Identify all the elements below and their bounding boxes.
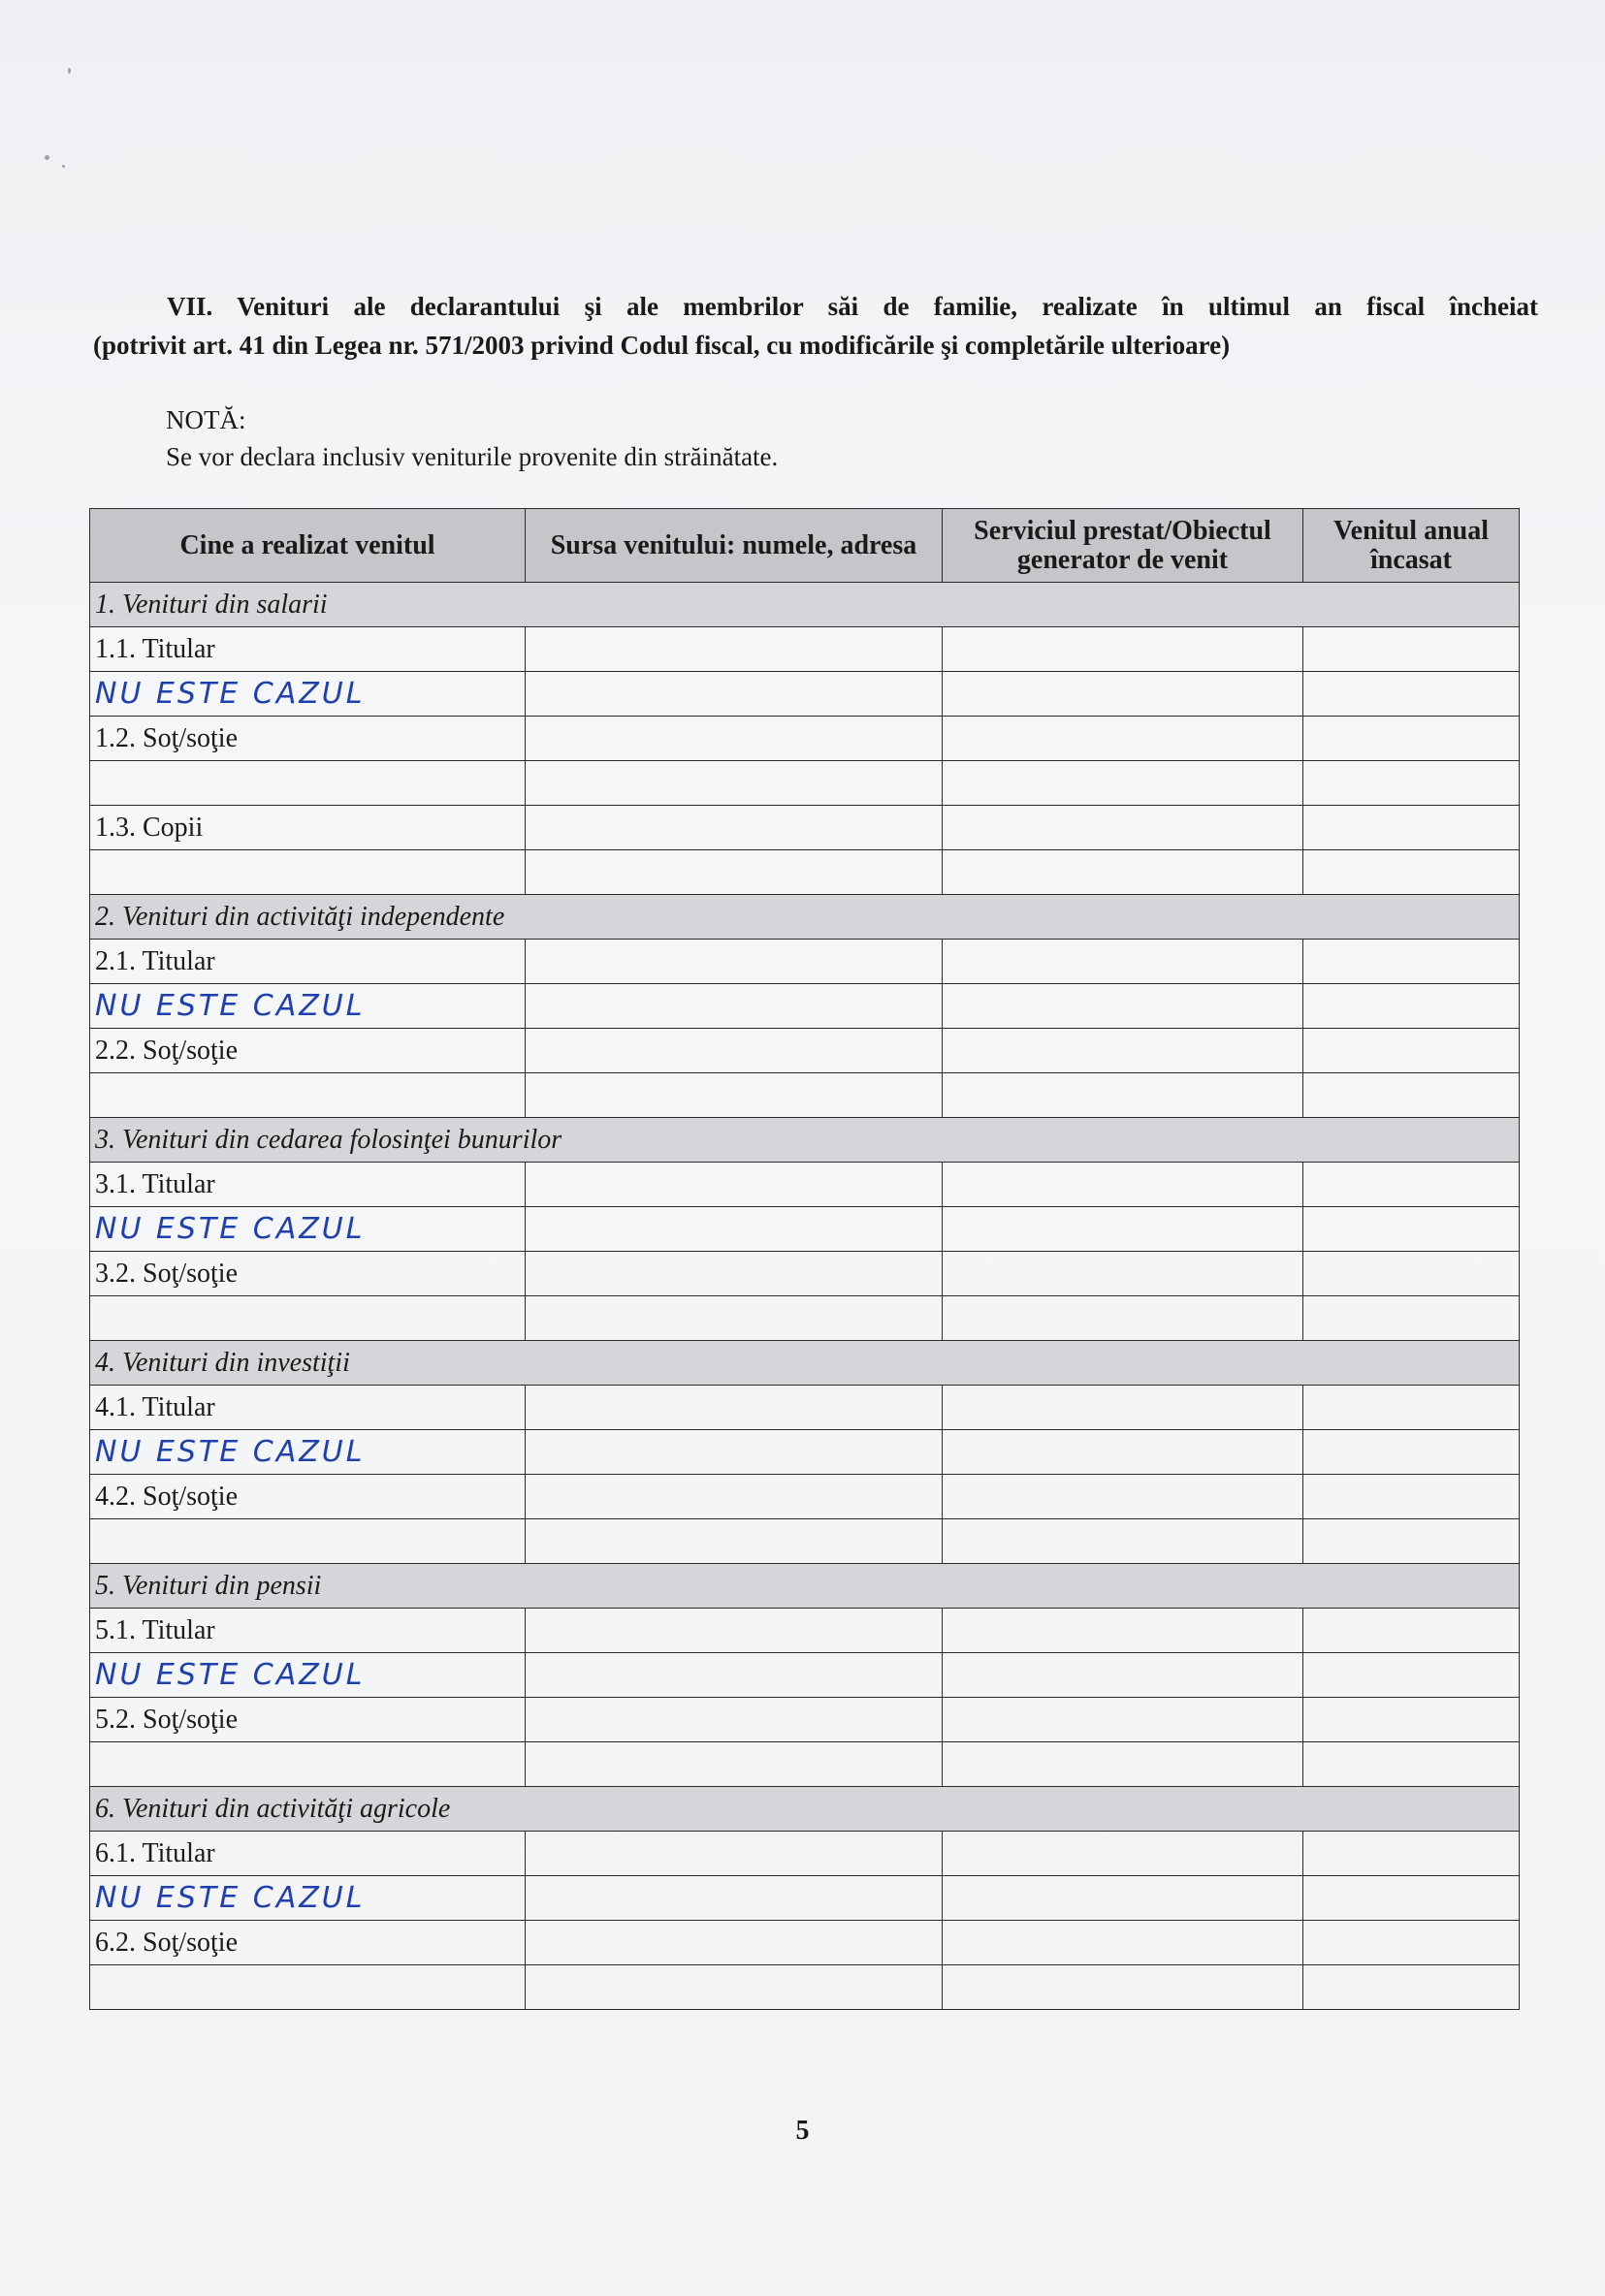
note-block bbox=[166, 401, 778, 475]
empty-cell bbox=[1303, 1519, 1520, 1564]
empty-cell bbox=[526, 1029, 943, 1073]
section-title: 5. Venituri din pensii bbox=[90, 1564, 1520, 1609]
row-label: 6.1. Titular bbox=[90, 1832, 526, 1876]
empty-cell bbox=[526, 1519, 943, 1564]
scan-speck bbox=[68, 68, 71, 74]
income-table bbox=[89, 508, 1520, 2010]
table-row bbox=[90, 1207, 1520, 1252]
scan-speck bbox=[62, 165, 65, 168]
empty-cell bbox=[1303, 761, 1520, 806]
row-label: 2.1. Titular bbox=[90, 940, 526, 984]
row-label: 5.1. Titular bbox=[90, 1609, 526, 1653]
empty-cell bbox=[1303, 627, 1520, 672]
empty-cell bbox=[526, 627, 943, 672]
table-row bbox=[90, 850, 1520, 895]
empty-cell bbox=[943, 1163, 1303, 1207]
empty-cell bbox=[943, 1386, 1303, 1430]
table-row bbox=[90, 1965, 1520, 2010]
empty-cell bbox=[526, 1163, 943, 1207]
empty-cell bbox=[1303, 1163, 1520, 1207]
empty-cell bbox=[943, 761, 1303, 806]
row-label: 6.2. Soţ/soţie bbox=[90, 1921, 526, 1965]
row-label bbox=[90, 761, 526, 806]
row-label bbox=[90, 1519, 526, 1564]
row-label bbox=[90, 1073, 526, 1118]
row-label bbox=[90, 1296, 526, 1341]
table-row bbox=[90, 1653, 1520, 1698]
empty-cell bbox=[943, 1519, 1303, 1564]
empty-cell bbox=[1303, 1430, 1520, 1475]
empty-cell bbox=[943, 1252, 1303, 1296]
empty-cell bbox=[526, 1475, 943, 1519]
handwritten-entry: NU ESTE CAZUL bbox=[90, 1876, 526, 1921]
empty-cell bbox=[526, 1832, 943, 1876]
section-row bbox=[90, 583, 1520, 627]
empty-cell bbox=[1303, 1386, 1520, 1430]
empty-cell bbox=[526, 1430, 943, 1475]
empty-cell bbox=[943, 1475, 1303, 1519]
empty-cell bbox=[943, 850, 1303, 895]
scan-speck bbox=[45, 155, 49, 160]
table-row bbox=[90, 1430, 1520, 1475]
table-row bbox=[90, 1876, 1520, 1921]
empty-cell bbox=[526, 1921, 943, 1965]
empty-cell bbox=[1303, 1073, 1520, 1118]
row-label: 3.1. Titular bbox=[90, 1163, 526, 1207]
empty-cell bbox=[1303, 1609, 1520, 1653]
empty-cell bbox=[526, 761, 943, 806]
empty-cell bbox=[943, 717, 1303, 761]
section-title: 2. Venituri din activităţi independente bbox=[90, 895, 1520, 940]
row-label: 4.1. Titular bbox=[90, 1386, 526, 1430]
table-row bbox=[90, 717, 1520, 761]
row-label: 2.2. Soţ/soţie bbox=[90, 1029, 526, 1073]
empty-cell bbox=[943, 940, 1303, 984]
section-row bbox=[90, 1787, 1520, 1832]
table-row bbox=[90, 1386, 1520, 1430]
empty-cell bbox=[1303, 1698, 1520, 1742]
empty-cell bbox=[943, 1653, 1303, 1698]
empty-cell bbox=[526, 984, 943, 1029]
table-row bbox=[90, 627, 1520, 672]
empty-cell bbox=[1303, 984, 1520, 1029]
empty-cell bbox=[526, 1252, 943, 1296]
empty-cell bbox=[943, 1921, 1303, 1965]
empty-cell bbox=[943, 1609, 1303, 1653]
empty-cell bbox=[526, 717, 943, 761]
empty-cell bbox=[1303, 1965, 1520, 2010]
empty-cell bbox=[1303, 1207, 1520, 1252]
empty-cell bbox=[943, 984, 1303, 1029]
heading-line-2: (potrivit art. 41 din Legea nr. 571/2003 privind Codul fiscal, cu modificările şi completările ulterioare) bbox=[93, 331, 1231, 360]
empty-cell bbox=[526, 806, 943, 850]
section-heading bbox=[93, 287, 1538, 365]
empty-cell bbox=[943, 1832, 1303, 1876]
header-annual-income: Venitul anual încasat bbox=[1303, 509, 1520, 583]
header-service: Serviciul prestat/Obiectul generator de venit bbox=[943, 509, 1303, 583]
empty-cell bbox=[943, 1965, 1303, 2010]
table-row bbox=[90, 1609, 1520, 1653]
empty-cell bbox=[1303, 850, 1520, 895]
empty-cell bbox=[1303, 940, 1520, 984]
section-title: 3. Venituri din cedarea folosinţei bunurilor bbox=[90, 1118, 1520, 1163]
handwritten-entry: NU ESTE CAZUL bbox=[90, 984, 526, 1029]
table-row bbox=[90, 984, 1520, 1029]
row-label: 3.2. Soţ/soţie bbox=[90, 1252, 526, 1296]
table-row bbox=[90, 761, 1520, 806]
empty-cell bbox=[943, 1742, 1303, 1787]
row-label bbox=[90, 850, 526, 895]
note-text: Se vor declara inclusiv veniturile provenite din străinătate. bbox=[166, 442, 779, 471]
empty-cell bbox=[526, 940, 943, 984]
empty-cell bbox=[943, 1430, 1303, 1475]
empty-cell bbox=[1303, 1029, 1520, 1073]
section-title: 1. Venituri din salarii bbox=[90, 583, 1520, 627]
empty-cell bbox=[526, 1965, 943, 2010]
empty-cell bbox=[1303, 1475, 1520, 1519]
section-row bbox=[90, 1564, 1520, 1609]
row-label: 1.2. Soţ/soţie bbox=[90, 717, 526, 761]
table-row bbox=[90, 1519, 1520, 1564]
table-row bbox=[90, 1742, 1520, 1787]
handwritten-entry: NU ESTE CAZUL bbox=[90, 1207, 526, 1252]
section-row bbox=[90, 895, 1520, 940]
handwritten-entry: NU ESTE CAZUL bbox=[90, 672, 526, 717]
empty-cell bbox=[943, 1296, 1303, 1341]
empty-cell bbox=[1303, 672, 1520, 717]
table-row bbox=[90, 1029, 1520, 1073]
empty-cell bbox=[943, 627, 1303, 672]
row-label bbox=[90, 1742, 526, 1787]
table-row bbox=[90, 1252, 1520, 1296]
empty-cell bbox=[943, 1698, 1303, 1742]
empty-cell bbox=[526, 1876, 943, 1921]
section-title: 4. Venituri din investiţii bbox=[90, 1341, 1520, 1386]
empty-cell bbox=[1303, 1742, 1520, 1787]
page-number: 5 bbox=[795, 2116, 810, 2146]
row-label: 5.2. Soţ/soţie bbox=[90, 1698, 526, 1742]
empty-cell bbox=[526, 1742, 943, 1787]
table-header-row bbox=[90, 509, 1520, 583]
row-label: 1.3. Copii bbox=[90, 806, 526, 850]
handwritten-entry: NU ESTE CAZUL bbox=[90, 1430, 526, 1475]
empty-cell bbox=[1303, 1876, 1520, 1921]
table-body bbox=[90, 583, 1520, 2010]
section-row bbox=[90, 1341, 1520, 1386]
handwritten-entry: NU ESTE CAZUL bbox=[90, 1653, 526, 1698]
empty-cell bbox=[526, 1698, 943, 1742]
row-label: 4.2. Soţ/soţie bbox=[90, 1475, 526, 1519]
empty-cell bbox=[943, 1876, 1303, 1921]
empty-cell bbox=[526, 1296, 943, 1341]
empty-cell bbox=[943, 672, 1303, 717]
table-row bbox=[90, 672, 1520, 717]
empty-cell bbox=[1303, 1832, 1520, 1876]
table-row bbox=[90, 1698, 1520, 1742]
empty-cell bbox=[526, 672, 943, 717]
empty-cell bbox=[1303, 806, 1520, 850]
row-label bbox=[90, 1965, 526, 2010]
empty-cell bbox=[1303, 1921, 1520, 1965]
table-row bbox=[90, 1921, 1520, 1965]
table-row bbox=[90, 1073, 1520, 1118]
table-row bbox=[90, 1475, 1520, 1519]
empty-cell bbox=[1303, 1252, 1520, 1296]
empty-cell bbox=[526, 1207, 943, 1252]
empty-cell bbox=[1303, 1296, 1520, 1341]
section-title: 6. Venituri din activităţi agricole bbox=[90, 1787, 1520, 1832]
table-row bbox=[90, 806, 1520, 850]
table-row bbox=[90, 1163, 1520, 1207]
header-source: Sursa venitului: numele, adresa bbox=[526, 509, 943, 583]
empty-cell bbox=[1303, 1653, 1520, 1698]
table-row bbox=[90, 1832, 1520, 1876]
empty-cell bbox=[526, 850, 943, 895]
empty-cell bbox=[526, 1386, 943, 1430]
empty-cell bbox=[943, 1073, 1303, 1118]
empty-cell bbox=[943, 1207, 1303, 1252]
empty-cell bbox=[526, 1653, 943, 1698]
row-label: 1.1. Titular bbox=[90, 627, 526, 672]
header-who: Cine a realizat venitul bbox=[90, 509, 526, 583]
note-label: NOTĂ: bbox=[166, 405, 246, 434]
empty-cell bbox=[526, 1609, 943, 1653]
table-row bbox=[90, 940, 1520, 984]
empty-cell bbox=[943, 1029, 1303, 1073]
empty-cell bbox=[526, 1073, 943, 1118]
table-row bbox=[90, 1296, 1520, 1341]
heading-line-1: VII. Venituri ale declarantului şi ale membrilor săi de familie, realizate în ultimul an fiscal încheiat bbox=[167, 292, 1538, 321]
empty-cell bbox=[1303, 717, 1520, 761]
empty-cell bbox=[943, 806, 1303, 850]
section-row bbox=[90, 1118, 1520, 1163]
